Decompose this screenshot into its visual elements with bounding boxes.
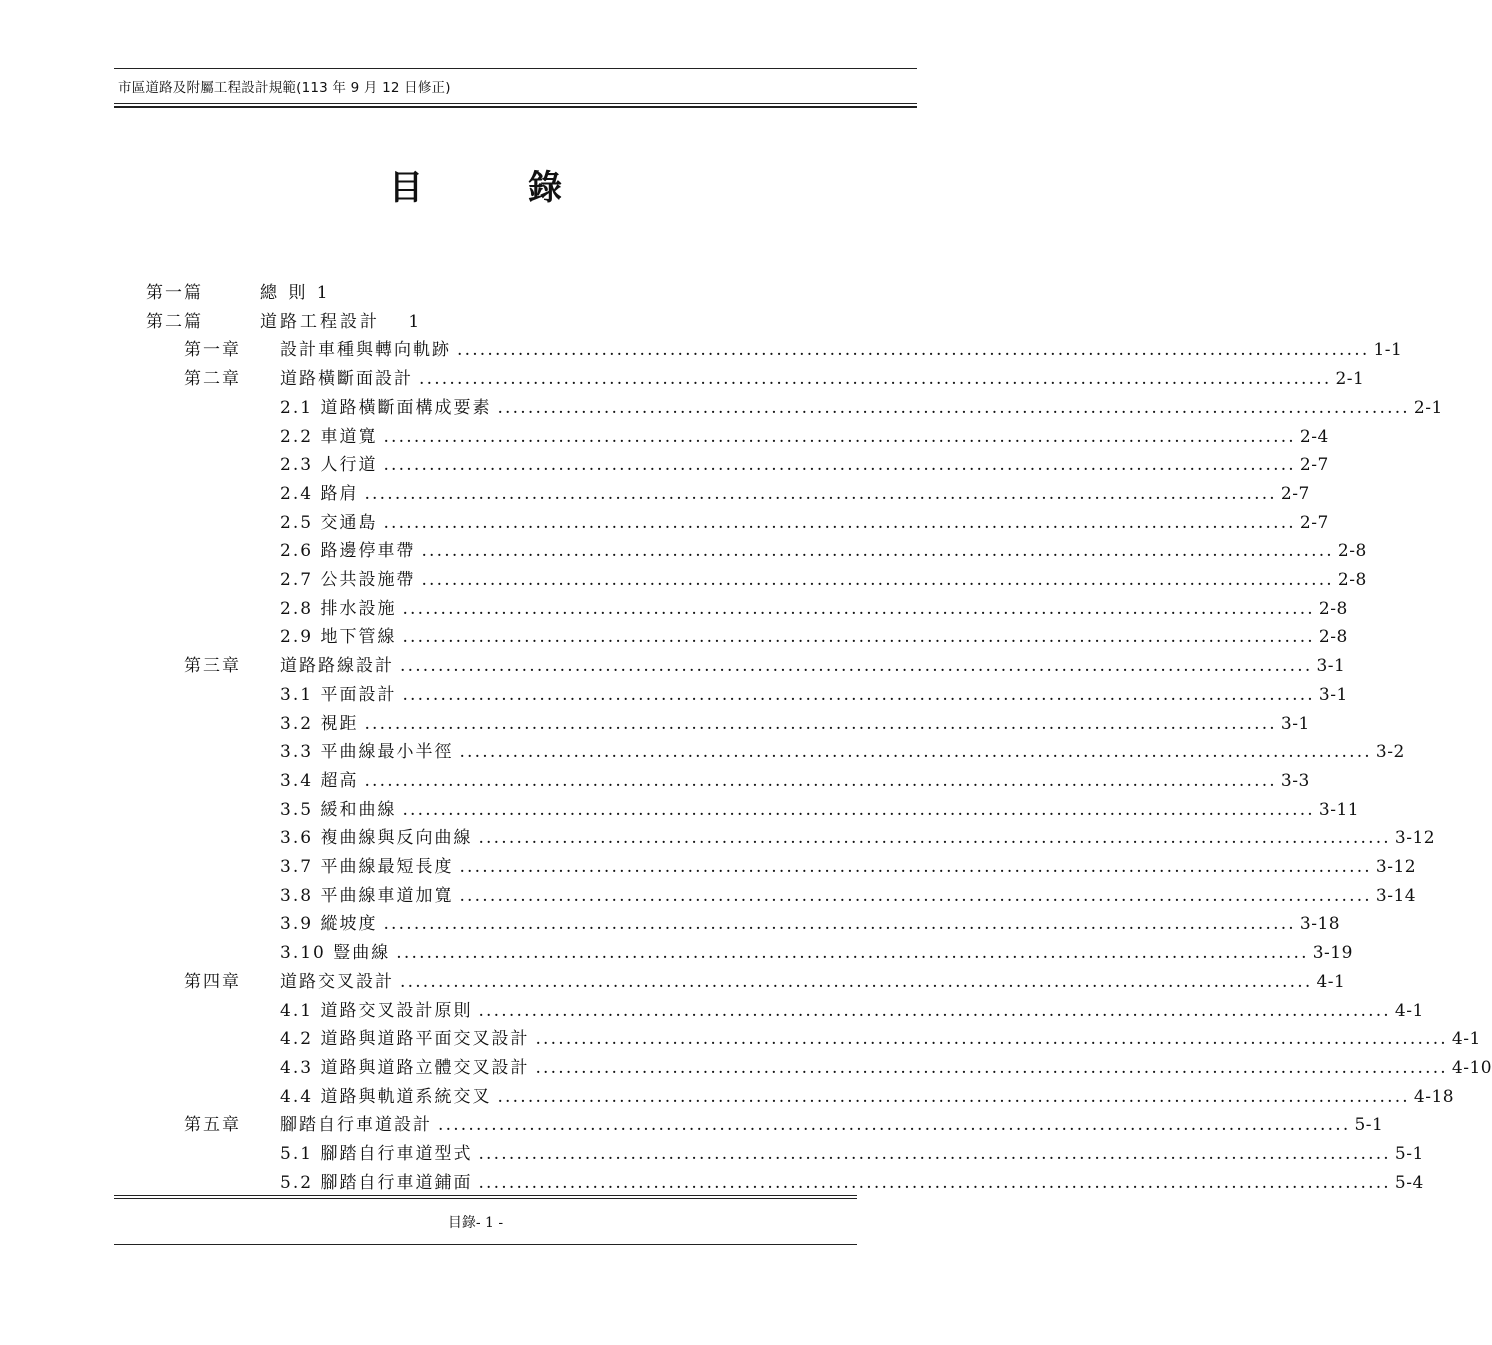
toc-page-number: 3-12: [1394, 828, 1436, 849]
toc-dot-leader: ........................................................................................................................: [459, 885, 1372, 906]
toc-entry-text: 3.4 超高: [280, 770, 359, 791]
toc-page-number: 2-8: [1337, 570, 1367, 590]
toc-entry-row[interactable]: [0, 1025, 1481, 1053]
toc-entry-row[interactable]: [0, 710, 1310, 738]
toc-entry-row[interactable]: [0, 1111, 1384, 1139]
toc-entry-text: 2.5 交通島: [280, 512, 378, 533]
toc-page-number: 3-14: [1375, 885, 1417, 906]
toc-entry-text: 腳踏自行車道設計: [280, 1115, 432, 1136]
toc-page-number: 4-1: [1316, 971, 1346, 992]
toc-page-number: 1-1: [1373, 340, 1403, 361]
toc-entry-row[interactable]: [0, 1083, 1455, 1111]
toc-entry-row[interactable]: [0, 997, 1424, 1025]
toc-entry-row[interactable]: [0, 623, 1348, 651]
toc-entry-row[interactable]: [0, 451, 1329, 479]
toc-entry-text: 3.7 平曲線最短長度: [280, 857, 454, 877]
toc-dot-leader: ........................................................................................................................: [438, 1115, 1351, 1136]
toc-dot-leader: ........................................................................................................................: [457, 340, 1370, 361]
toc-entry-text: 2.4 路肩: [280, 483, 359, 504]
toc-page-number: 5-1: [1354, 1115, 1384, 1136]
toc-dot-leader: ........................................................................................................................: [478, 1144, 1391, 1164]
toc-entry-row[interactable]: [0, 968, 1346, 996]
toc-page-number: 5-1: [1394, 1144, 1424, 1164]
toc-entry-text: 3.10 豎曲線: [280, 943, 391, 964]
toc-entry-text: 2.2 車道寬: [280, 426, 378, 447]
toc-page-number: 4-18: [1413, 1086, 1455, 1107]
toc-page-number: 3-1: [1280, 713, 1310, 734]
toc-part-title[interactable]: 道路工程設計 1: [260, 311, 423, 332]
toc-entry-text: 2.8 排水設施: [280, 598, 397, 619]
toc-entry-row[interactable]: [0, 652, 1346, 680]
footer-rule-top: [114, 1195, 857, 1196]
toc-page-number: 3-1: [1316, 656, 1346, 677]
toc-entry-text: 2.1 道路橫斷面構成要素: [280, 397, 492, 418]
toc-chapter-label: 第三章: [184, 656, 241, 677]
toc-page-number: 3-19: [1312, 943, 1353, 964]
toc-entry-text: 4.1 道路交叉設計原則: [280, 1000, 473, 1021]
toc-chapter-label: 第四章: [184, 971, 241, 992]
toc-entry-text: 道路路線設計: [280, 656, 394, 677]
toc-chapter-label: 第五章: [184, 1115, 241, 1136]
toc-entry-text: 3.3 平曲線最小半徑: [280, 742, 454, 763]
toc-dot-leader: ........................................................................................................................: [478, 828, 1391, 849]
toc-entry-text: 5.1 腳踏自行車道型式: [280, 1144, 473, 1164]
toc-entry-row[interactable]: [0, 595, 1348, 623]
toc-page-number: 4-10: [1451, 1057, 1492, 1078]
toc-dot-leader: ........................................................................................................................: [383, 512, 1296, 533]
toc-entry-row[interactable]: [0, 509, 1329, 537]
toc-entry-text: 3.5 緩和曲線: [280, 799, 397, 820]
page-title: [0, 160, 951, 209]
toc-entry-text: 4.4 道路與軌道系統交叉: [280, 1086, 492, 1107]
toc-dot-leader: ........................................................................................................................: [400, 656, 1313, 677]
toc-page-number: 2-1: [1335, 369, 1365, 390]
toc-page-number: 2-4: [1299, 426, 1329, 447]
toc-entry-text: 3.8 平曲線車道加寬: [280, 885, 454, 906]
toc-entry-text: 2.6 路邊停車帶: [280, 541, 416, 562]
toc-dot-leader: ........................................................................................................................: [421, 570, 1334, 590]
page-footer: 目錄- 1 -: [447, 1215, 504, 1231]
toc-entry-row[interactable]: [0, 767, 1310, 795]
toc-dot-leader: ........................................................................................................................: [364, 483, 1277, 504]
toc-dot-leader: ........................................................................................................................: [396, 943, 1309, 964]
toc-entry-text: 3.9 縱坡度: [280, 914, 378, 935]
title-char-2: 錄: [528, 168, 562, 208]
toc-entry-text: 3.6 複曲線與反向曲線: [280, 828, 473, 849]
toc-chapter-label: 第一章: [184, 340, 241, 361]
toc-page-number: 3-12: [1375, 857, 1417, 877]
toc-part-row: [0, 308, 951, 336]
toc-dot-leader: ........................................................................................................................: [383, 426, 1296, 447]
toc-entry-row[interactable]: [0, 882, 1417, 910]
toc-page-number: 2-7: [1280, 483, 1310, 504]
toc-dot-leader: ........................................................................................................................: [402, 627, 1315, 648]
toc-entry-text: 3.2 視距: [280, 713, 359, 734]
toc-dot-leader: ........................................................................................................................: [497, 1086, 1410, 1107]
toc-page-number: 2-7: [1299, 455, 1329, 476]
toc-dot-leader: ........................................................................................................................: [364, 713, 1277, 734]
toc-dot-leader: ........................................................................................................................: [535, 1057, 1448, 1078]
toc-entry-text: 5.2 腳踏自行車道鋪面: [280, 1172, 473, 1193]
toc-entry-row[interactable]: [0, 423, 1329, 451]
toc-dot-leader: ........................................................................................................................: [383, 455, 1296, 476]
toc-entry-text: 4.2 道路與道路平面交叉設計: [280, 1029, 530, 1050]
toc-dot-leader: ........................................................................................................................: [535, 1029, 1448, 1050]
toc-entry-text: 設計車種與轉向軌跡: [280, 340, 451, 361]
toc-dot-leader: ........................................................................................................................: [402, 684, 1315, 705]
toc-part-title[interactable]: 總 則 1: [260, 283, 331, 303]
toc-dot-leader: ........................................................................................................................: [459, 742, 1372, 763]
footer-rule-bottom: [114, 1198, 857, 1199]
running-header: 市區道路及附屬工程設計規範(113 年 9 月 12 日修正): [118, 80, 451, 96]
footer-rule-base: [114, 1244, 857, 1245]
toc-page-number: 3-11: [1318, 799, 1360, 820]
toc-entry-row[interactable]: [0, 796, 1360, 824]
toc-page-number: 3-1: [1318, 684, 1348, 705]
toc-entry-text: 道路橫斷面設計: [280, 369, 413, 390]
toc-page-number: 3-18: [1299, 914, 1341, 935]
toc-entry-row[interactable]: [0, 480, 1310, 508]
header-rule-thin: [114, 68, 917, 69]
toc-entry-text: 3.1 平面設計: [280, 684, 397, 705]
toc-part-label: 第二篇: [146, 311, 203, 332]
toc-entry-row[interactable]: [0, 681, 1348, 709]
toc-entry-row[interactable]: [0, 824, 1436, 852]
toc-page-number: 4-1: [1451, 1029, 1481, 1050]
toc-dot-leader: ........................................................................................................................: [421, 541, 1334, 562]
toc-page-number: 2-8: [1318, 627, 1348, 648]
toc-dot-leader: ........................................................................................................................: [402, 598, 1315, 619]
toc-entry-text: 2.7 公共設施帶: [280, 570, 416, 590]
toc-dot-leader: ........................................................................................................................: [497, 397, 1410, 418]
toc-entry-row[interactable]: [0, 365, 1365, 393]
toc-chapter-label: 第二章: [184, 369, 241, 390]
toc-part-label: 第一篇: [146, 283, 203, 303]
toc-entry-row[interactable]: [0, 1140, 1424, 1168]
toc-page-number: 3-3: [1280, 770, 1310, 791]
toc-entry-row[interactable]: [0, 537, 1367, 565]
toc-dot-leader: ........................................................................................................................: [400, 971, 1313, 992]
title-char-1: 目: [389, 168, 423, 208]
toc-entry-row[interactable]: [0, 1054, 1492, 1082]
toc-entry-row[interactable]: [0, 939, 1353, 967]
toc-entry-text: 2.9 地下管線: [280, 627, 397, 648]
toc-entry-row[interactable]: [0, 566, 1367, 594]
toc-entry-text: 4.3 道路與道路立體交叉設計: [280, 1057, 530, 1078]
header-rule-bottom: [114, 106, 917, 108]
toc-dot-leader: ........................................................................................................................: [402, 799, 1315, 820]
toc-entry-row[interactable]: [0, 1169, 1424, 1197]
toc-entry-text: 道路交叉設計: [280, 971, 394, 992]
toc-entry-row[interactable]: [0, 394, 1443, 422]
toc-page-number: 2-8: [1337, 541, 1367, 562]
header-rule-top: [114, 103, 917, 104]
toc-page-number: 5-4: [1394, 1172, 1424, 1193]
toc-entry-row[interactable]: [0, 738, 1405, 766]
toc-page-number: 2-8: [1318, 598, 1348, 619]
toc-dot-leader: ........................................................................................................................: [459, 857, 1372, 877]
toc-dot-leader: ........................................................................................................................: [364, 770, 1277, 791]
toc-entry-text: 2.3 人行道: [280, 455, 378, 476]
toc-dot-leader: ........................................................................................................................: [383, 914, 1296, 935]
toc-page-number: 2-1: [1413, 397, 1443, 418]
toc-dot-leader: ........................................................................................................................: [419, 369, 1332, 390]
toc-entry-row[interactable]: [0, 853, 1417, 881]
toc-entry-row[interactable]: [0, 336, 1403, 364]
toc-dot-leader: ........................................................................................................................: [478, 1000, 1391, 1021]
toc-part-row: [0, 279, 951, 307]
toc-dot-leader: ........................................................................................................................: [478, 1172, 1391, 1193]
toc-entry-row[interactable]: [0, 910, 1341, 938]
toc-page-number: 3-2: [1375, 742, 1405, 763]
toc-page-number: 2-7: [1299, 512, 1329, 533]
toc-page-number: 4-1: [1394, 1000, 1424, 1021]
